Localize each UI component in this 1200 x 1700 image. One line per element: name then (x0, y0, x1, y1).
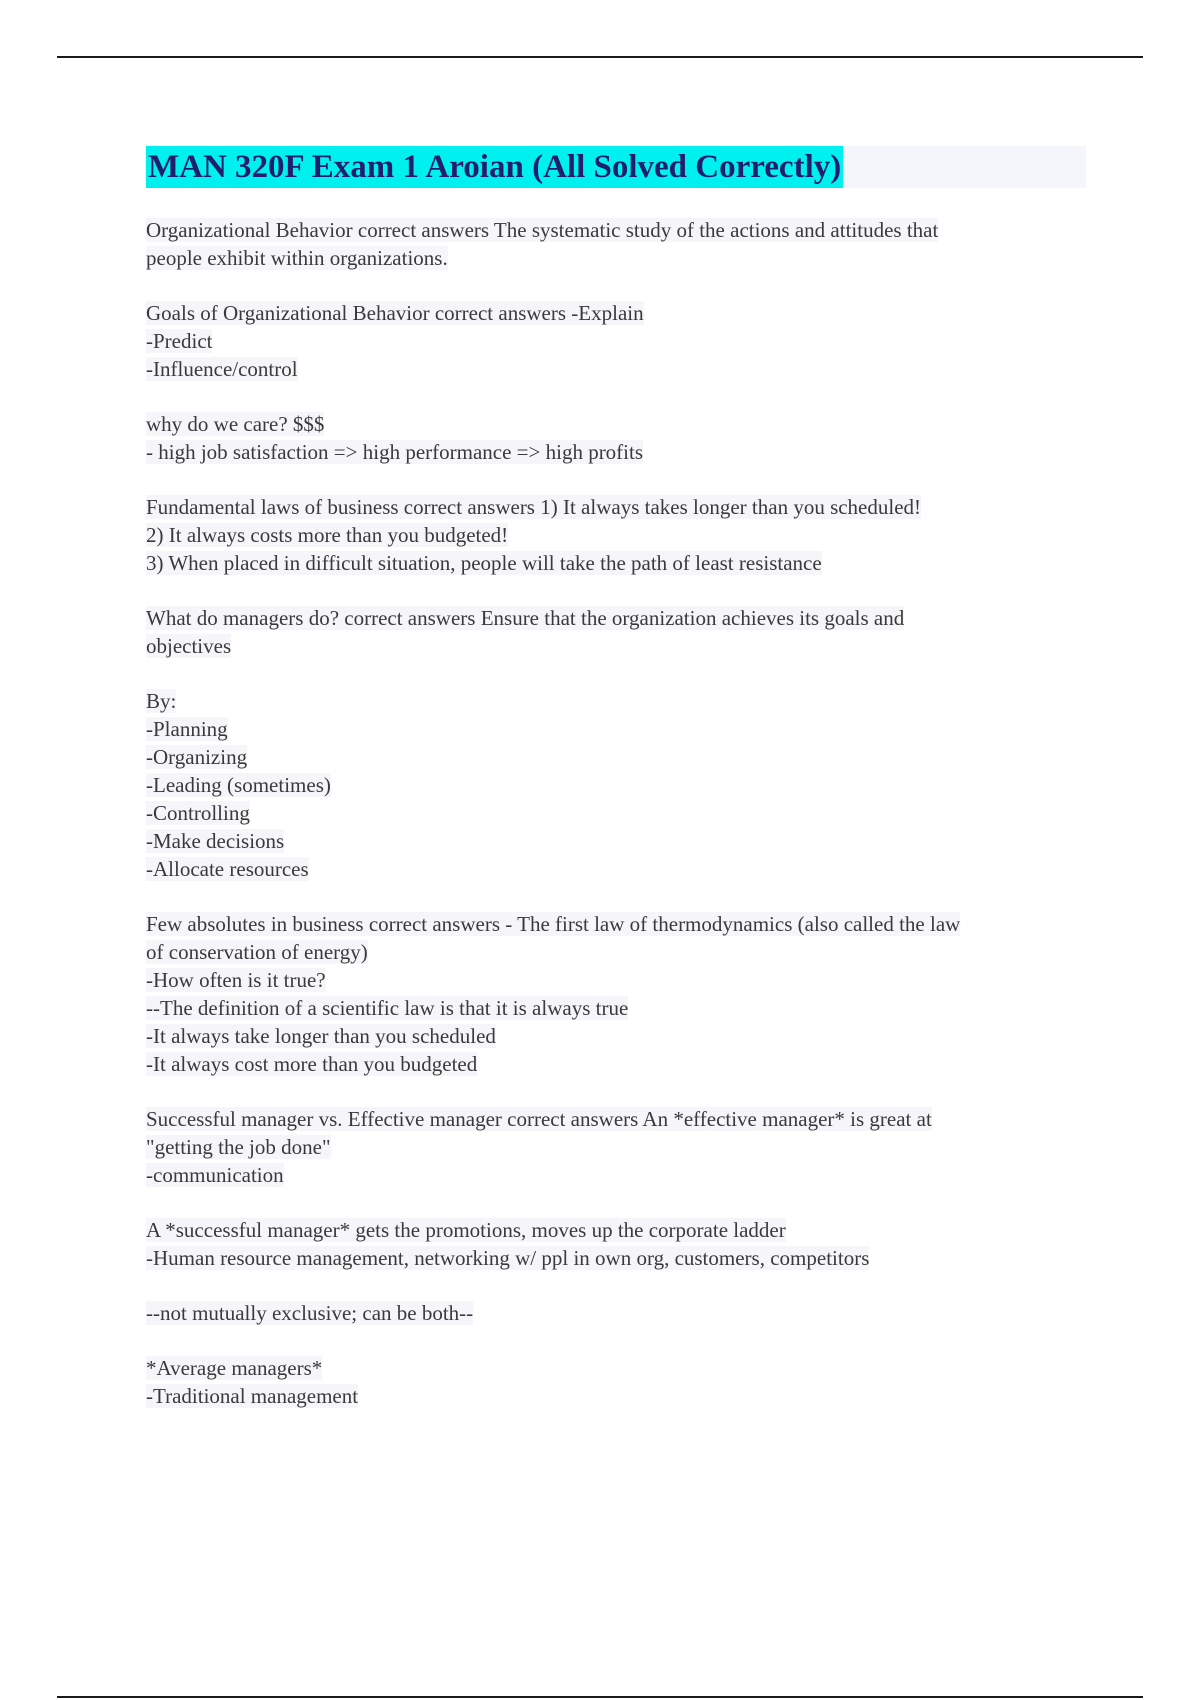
text-line-content: -Predict (146, 329, 213, 353)
text-line (146, 299, 1086, 327)
text-line-content: people exhibit within organizations. (146, 246, 448, 270)
text-line-content: Organizational Behavior correct answers The systematic study of the actions and attitudes that (146, 218, 939, 242)
paragraph-block (146, 910, 1086, 1078)
text-line (146, 632, 1086, 660)
text-line (146, 938, 1086, 966)
document-body (146, 146, 1086, 1437)
text-line-content: What do managers do? correct answers Ensure that the organization achieves its goals and (146, 606, 905, 630)
header-rule (57, 56, 1143, 58)
text-line (146, 994, 1086, 1022)
text-line (146, 1161, 1086, 1189)
text-line (146, 1105, 1086, 1133)
text-line-content: 2) It always costs more than you budgeted! (146, 523, 509, 547)
text-line (146, 604, 1086, 632)
document-title: MAN 320F Exam 1 Aroian (All Solved Correctly) (146, 146, 843, 188)
text-line-content: -Human resource management, networking w/ ppl in own org, customers, competitors (146, 1246, 870, 1270)
text-line (146, 910, 1086, 938)
text-line (146, 715, 1086, 743)
document-text (146, 216, 1086, 1410)
text-line-content: -It always cost more than you budgeted (146, 1052, 478, 1076)
text-line-content: Fundamental laws of business correct answers 1) It always takes longer than you scheduled! (146, 495, 922, 519)
text-line-content: -Allocate resources (146, 857, 309, 881)
text-line (146, 1050, 1086, 1078)
text-line-content: -Planning (146, 717, 228, 741)
text-line (146, 743, 1086, 771)
text-line (146, 1216, 1086, 1244)
text-line (146, 216, 1086, 244)
text-line-content: Goals of Organizational Behavior correct answers -Explain (146, 301, 644, 325)
text-line (146, 1244, 1086, 1272)
text-line (146, 438, 1086, 466)
text-line (146, 827, 1086, 855)
text-line (146, 355, 1086, 383)
paragraph-block (146, 1299, 1086, 1327)
paragraph-block (146, 216, 1086, 272)
text-line (146, 687, 1086, 715)
text-line-content: -It always take longer than you scheduled (146, 1024, 496, 1048)
text-line (146, 799, 1086, 827)
text-line-content: -Controlling (146, 801, 250, 825)
text-line (146, 1022, 1086, 1050)
text-line-content: By: (146, 689, 177, 713)
text-line-content: --not mutually exclusive; can be both-- (146, 1301, 474, 1325)
text-line-content: - high job satisfaction => high performance => high profits (146, 440, 644, 464)
text-line-content: -How often is it true? (146, 968, 326, 992)
text-line (146, 493, 1086, 521)
text-line (146, 855, 1086, 883)
paragraph-block (146, 687, 1086, 883)
text-line (146, 410, 1086, 438)
text-line-content: A *successful manager* gets the promotions, moves up the corporate ladder (146, 1218, 786, 1242)
paragraph-block (146, 410, 1086, 466)
footer-rule (57, 1696, 1143, 1698)
text-line-content: of conservation of energy) (146, 940, 368, 964)
text-line (146, 1133, 1086, 1161)
text-line-content: 3) When placed in difficult situation, people will take the path of least resistance (146, 551, 822, 575)
text-line-content: -Influence/control (146, 357, 298, 381)
text-line (146, 549, 1086, 577)
text-line (146, 327, 1086, 355)
text-line-content: -Leading (sometimes) (146, 773, 331, 797)
text-line (146, 521, 1086, 549)
text-line (146, 1299, 1086, 1327)
paragraph-block (146, 604, 1086, 660)
title-band (146, 146, 1086, 188)
text-line (146, 1382, 1086, 1410)
text-line-content: -Traditional management (146, 1384, 359, 1408)
paragraph-block (146, 493, 1086, 577)
text-line (146, 1354, 1086, 1382)
paragraph-block (146, 1354, 1086, 1410)
text-line (146, 244, 1086, 272)
paragraph-block (146, 299, 1086, 383)
paragraph-block (146, 1105, 1086, 1189)
text-line-content: -Make decisions (146, 829, 285, 853)
text-line-content: -Organizing (146, 745, 248, 769)
text-line-content: why do we care? $$$ (146, 412, 325, 436)
paragraph-block (146, 1216, 1086, 1272)
text-line-content: "getting the job done" (146, 1135, 331, 1159)
text-line (146, 966, 1086, 994)
text-line-content: Few absolutes in business correct answers - The first law of thermodynamics (also called the law (146, 912, 961, 936)
text-line-content: -communication (146, 1163, 284, 1187)
text-line-content: Successful manager vs. Effective manager correct answers An *effective manager* is great at (146, 1107, 932, 1131)
text-line-content: *Average managers* (146, 1356, 323, 1380)
text-line (146, 771, 1086, 799)
text-line-content: objectives (146, 634, 232, 658)
text-line-content: --The definition of a scientific law is that it is always true (146, 996, 629, 1020)
